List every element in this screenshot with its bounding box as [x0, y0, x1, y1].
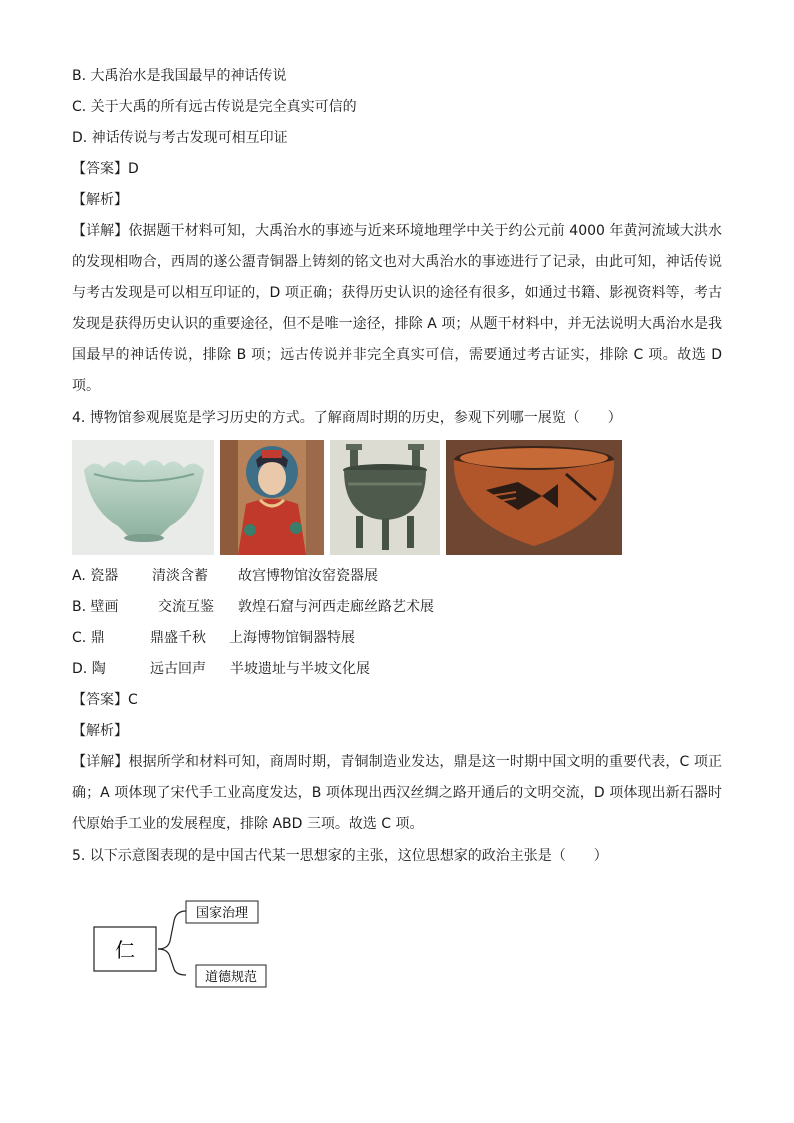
bottom-box-text: 道德规范 — [204, 970, 258, 985]
q4-option-a-lead: A. 瓷器 — [72, 568, 119, 584]
q4-detail: 【详解】根据所学和材料可知，商周时期，青铜制造业发达，鼎是这一时期中国文明的重要代表，C 项正确；A 项体现了宋代手工业高度发达，B 项体现出西汉丝绸之路开通后的文明交流，D 项体现出新石器时代原始手工业的发展程度，排除 ABD 三项。故选 C 项。 — [72, 754, 722, 832]
q4-option-d-theme: 远古回声 — [150, 661, 206, 677]
q4-option-c-lead: C. 鼎 — [72, 630, 105, 646]
q3-option-c: C. 关于大禹的所有远古传说是完全真实可信的 — [72, 99, 357, 115]
q4-option-a-theme: 清淡含蓄 — [152, 568, 208, 584]
q4-option-c — [72, 628, 722, 648]
bronze-ding-image — [330, 440, 440, 555]
q3-answer: 【答案】D — [72, 161, 139, 177]
q4-option-a — [72, 566, 722, 586]
q4-stem: 4. 博物馆参观展览是学习历史的方式。了解商周时期的历史，参观下列哪一展览（ ） — [72, 410, 622, 426]
q4-option-d-exhibit: 半坡遗址与半坡文化展 — [230, 661, 370, 677]
q4-option-a-exhibit: 故宫博物馆汝窑瓷器展 — [238, 568, 378, 584]
brace-bottom — [158, 949, 186, 975]
celadon-bowl-image — [72, 440, 214, 555]
brace-top — [158, 911, 186, 949]
center-box-text: 仁 — [115, 938, 135, 962]
q4-answer: 【答案】C — [72, 692, 138, 708]
q4-option-b-exhibit: 敦煌石窟与河西走廊丝路艺术展 — [238, 599, 434, 615]
q5-diagram-svg — [90, 895, 290, 995]
q3-option-b: B. 大禹治水是我国最早的神话传说 — [72, 68, 287, 84]
q4-option-b-theme: 交流互鉴 — [158, 599, 214, 615]
q3-option-d: D. 神话传说与考古发现可相互印证 — [72, 130, 288, 146]
q4-option-b — [72, 597, 722, 617]
q4-option-b-lead: B. 壁画 — [72, 599, 119, 615]
q3-analysis-label: 【解析】 — [72, 192, 128, 208]
q3-detail: 【详解】依据题干材料可知，大禹治水的事迹与近来环境地理学中关于约公元前 4000 年黄河流域大洪水的发现相吻合，西周的遂公盨青铜器上铸刻的铭文也对大禹治水的事迹进行了记录，由此可知，神话传说与考古发现是可以相互印证的，D 项正确；获得历史认识的途径有很多，如通过书籍、影视资料等，考古发现是获得历史认识的重要途径，但不是唯一途径，排除 A 项；从题干材料中，并无法说明大禹治水是我国最早的神话传说，排除 B 项；远古传说并非完全真实可信，需要通过考古证实，排除 C 项。故选 D 项。 — [72, 223, 722, 394]
q5-stem: 5. 以下示意图表现的是中国古代某一思想家的主张，这位思想家的政治主张是（ ） — [72, 848, 608, 864]
q4-option-d — [72, 659, 722, 679]
mural-image — [220, 440, 324, 555]
q4-option-c-exhibit: 上海博物馆铜器特展 — [229, 630, 355, 646]
q4-analysis-label: 【解析】 — [72, 723, 128, 739]
painted-pottery-image — [446, 440, 622, 555]
q4-option-c-theme: 鼎盛千秋 — [150, 630, 206, 646]
q4-option-d-lead: D. 陶 — [72, 661, 106, 677]
top-box-text: 国家治理 — [195, 906, 249, 921]
q5-diagram — [90, 895, 290, 995]
